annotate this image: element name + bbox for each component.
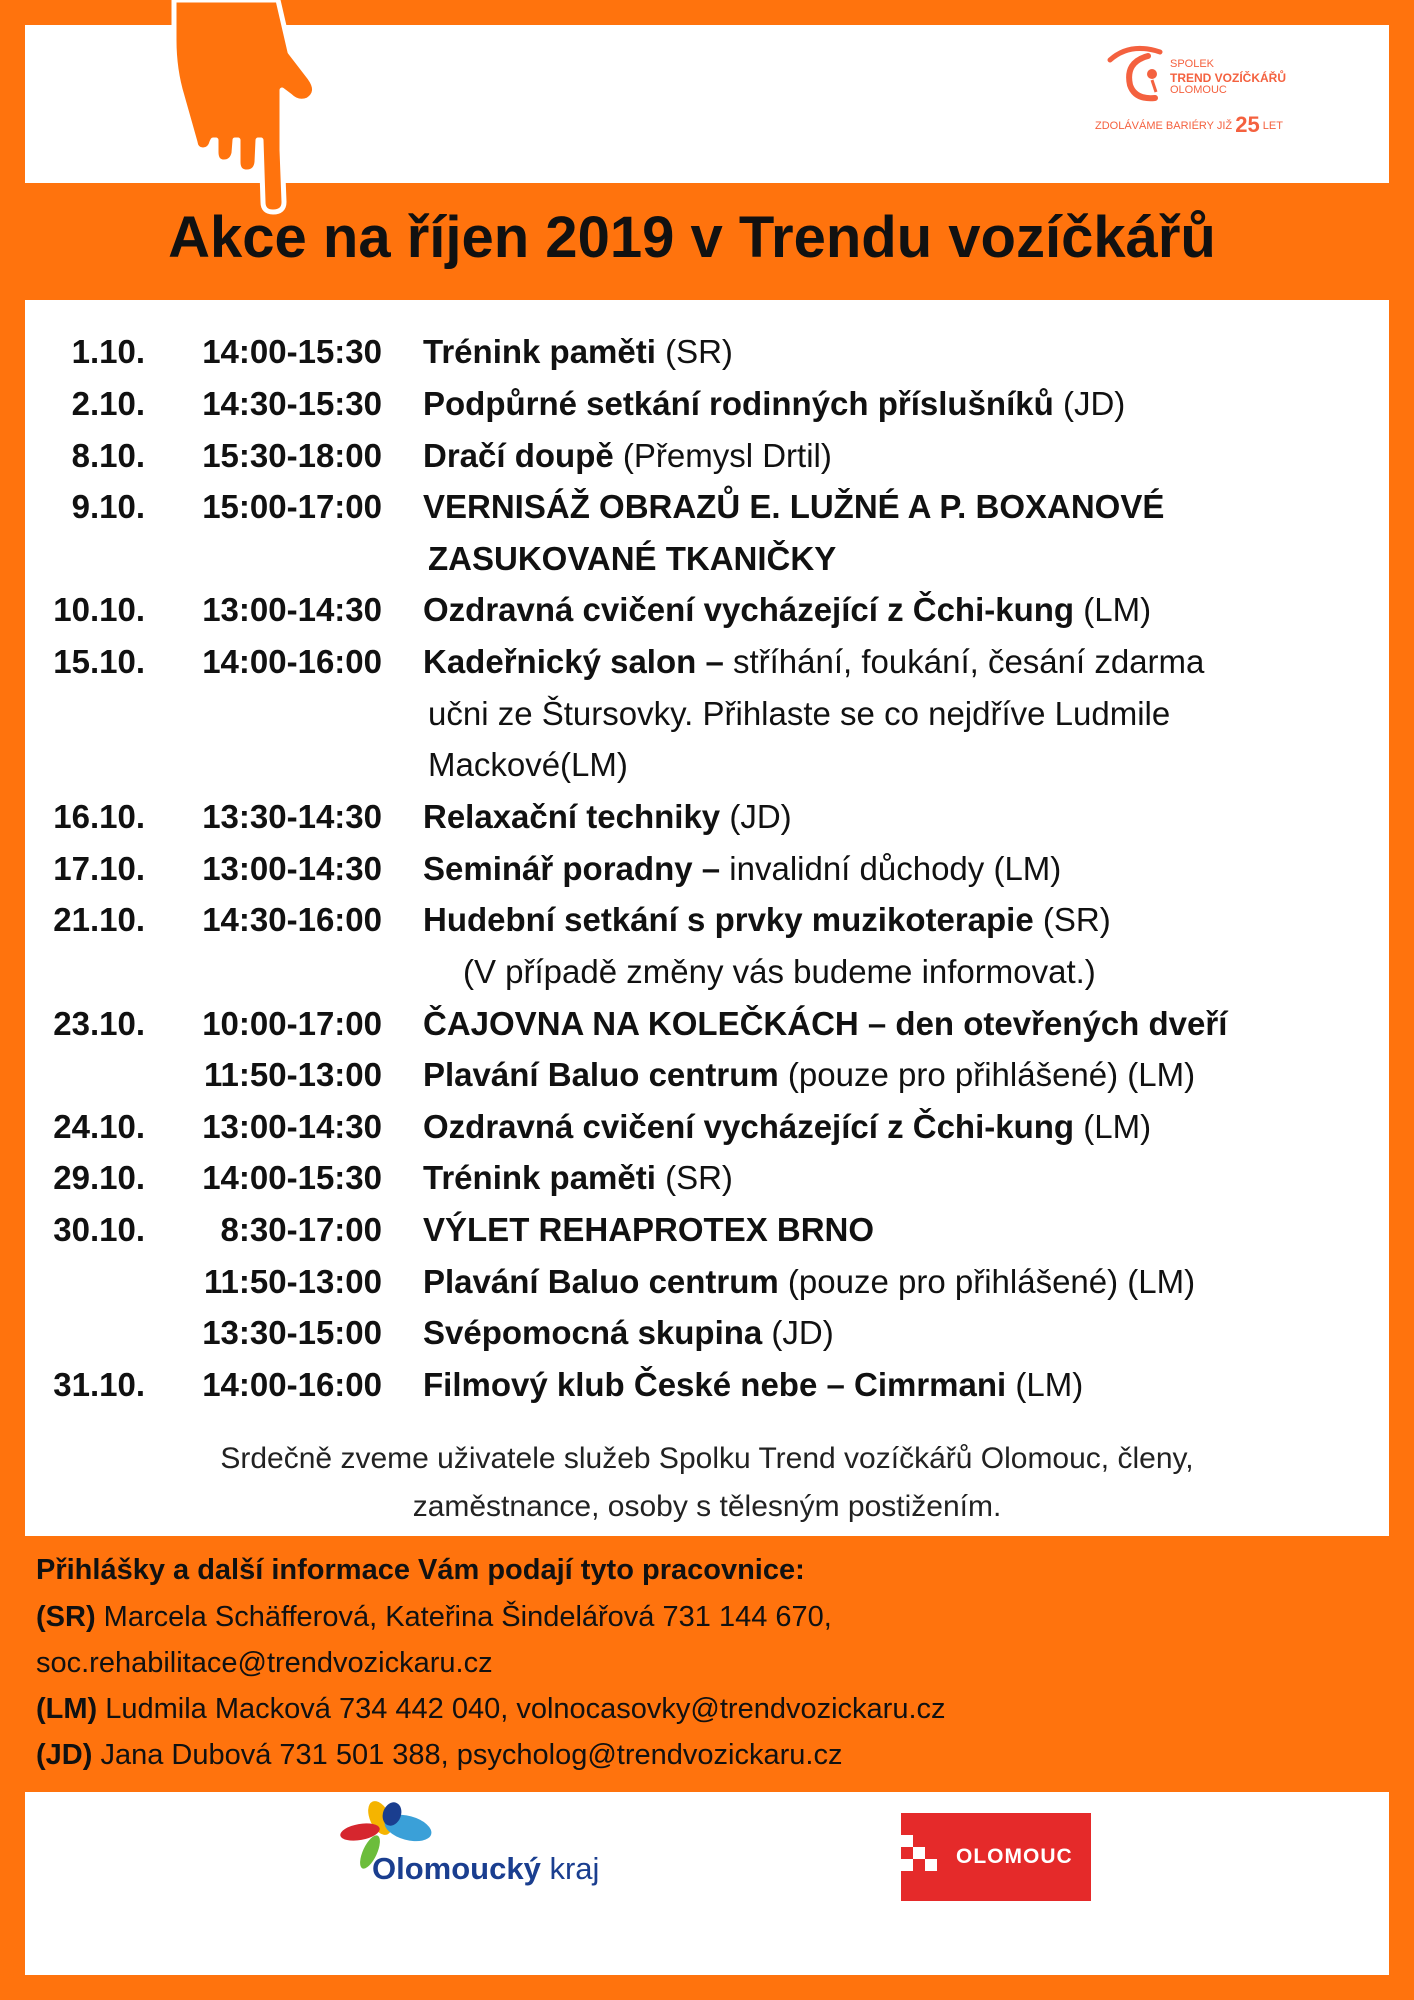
event-row [0,590,1414,630]
logo-line-olomouc: OLOMOUC [1170,84,1227,96]
contact-tag: (JD) [36,1739,93,1771]
logo-tagline [1095,112,1283,138]
event-name: Trénink paměti [423,1159,656,1196]
event-time: 15:00-17:00 [202,488,382,525]
logo-line-spolek: SPOLEK [1170,58,1215,70]
event-text [423,384,1125,424]
olomoucky-kraj-logo-text [372,1851,599,1887]
event-note: (SR) [655,1159,733,1196]
contact-text: Marcela Schäfferová, Kateřina Šindelářová 731 144 670, [95,1601,832,1633]
olomouc-logo-text: OLOMOUC [956,1845,1073,1868]
event-row [0,1158,1414,1198]
event-name: Seminář poradny – [423,850,721,887]
invitation-text [25,1435,1389,1531]
event-note: (pouze pro přihlášené) (LM) [778,1056,1196,1093]
event-row [0,900,1414,940]
event-row [0,1262,1414,1302]
event-text [423,436,832,476]
event-continuation: Mackové(LM) [428,746,628,783]
event-name: ČAJOVNA NA KOLEČKÁCH – den otevřených dveří [423,1005,1228,1042]
logo-line-trend: TREND VOZÍČKÁŘŮ [1170,71,1286,85]
event-date: 31.10. [53,1366,145,1403]
event-date: 17.10. [53,850,145,887]
event-name: Dračí doupě [423,437,614,474]
contact-tag: (LM) [36,1693,98,1725]
event-time: 13:00-14:30 [202,1108,382,1145]
invitation-line: Srdečně zveme uživatele služeb Spolku Trend vozíčkářů Olomouc, členy, [220,1442,1194,1475]
event-row [0,849,1414,889]
contact-text: Ludmila Macková 734 442 040, volnocasovky@trendvozickaru.cz [97,1693,946,1725]
event-date: 29.10. [53,1159,145,1196]
event-text [423,642,1204,682]
event-date: 8.10. [71,437,145,474]
event-time: 11:50-13:00 [204,1056,382,1093]
kraj-name-bold: Olomoucký [372,1851,541,1886]
event-text [423,900,1111,940]
event-row [0,797,1414,837]
event-time: 11:50-13:00 [204,1263,382,1300]
event-time: 14:00-15:30 [202,1159,382,1196]
event-text [423,1262,1195,1302]
event-date: 23.10. [53,1005,145,1042]
contacts-heading: Přihlášky a další informace Vám podají tyto pracovnice: [36,1554,805,1586]
event-note: (LM) [1074,1108,1152,1145]
event-time: 13:30-14:30 [202,798,382,835]
event-date: 15.10. [53,643,145,680]
event-name: Ozdravná cvičení vycházející z Čchi-kung [423,1108,1075,1145]
event-time: 13:30-15:00 [202,1314,382,1351]
event-note: (SR) [1033,901,1111,938]
event-time: 13:00-14:30 [202,850,382,887]
event-name: Relaxační techniky [423,798,721,835]
event-row [0,642,1414,682]
event-note: (JD) [1053,385,1126,422]
event-row [0,1055,1414,1095]
event-time: 14:00-16:00 [202,643,382,680]
event-text [423,1210,874,1250]
contact-jd [36,1738,842,1772]
event-name: Filmový klub České nebe – Cimrmani [423,1366,1007,1403]
contact-lm [36,1692,946,1726]
event-date: 2.10. [71,385,145,422]
sponsor-panel [25,1792,1389,1975]
event-time: 14:00-16:00 [202,1366,382,1403]
event-row [0,1004,1414,1044]
event-row [0,1107,1414,1147]
olomouc-checker-icon [901,1813,941,1901]
event-time: 14:30-16:00 [202,901,382,938]
contact-sr [36,1600,832,1634]
event-note: (Přemysl Drtil) [613,437,832,474]
event-note: (LM) [1006,1366,1084,1403]
event-continuation: učni ze Štursovky. Přihlaste se co nejdříve Ludmile [428,695,1171,732]
event-text [423,849,1061,889]
event-time: 14:00-15:30 [202,333,382,370]
event-name: Ozdravná cvičení vycházející z Čchi-kung [423,591,1075,628]
event-note: (JD) [720,798,792,835]
event-text [423,1107,1151,1147]
event-name: Svépomocná skupina [423,1314,763,1351]
contact-tag: (SR) [36,1601,96,1633]
event-date: 1.10. [71,333,145,370]
event-text [423,487,1164,527]
event-text [423,797,792,837]
page-title: Akce na říjen 2019 v Trendu vozíčkářů [168,205,1216,270]
event-time: 8:30-17:00 [220,1211,382,1248]
logo-tagline-unit: LET [1262,120,1283,132]
event-text [423,332,733,372]
event-row [0,436,1414,476]
event-note: (JD) [762,1314,834,1351]
event-continuation: ZASUKOVANÉ TKANIČKY [428,540,837,577]
event-time: 15:30-18:00 [202,437,382,474]
event-row [0,1313,1414,1353]
event-note: (SR) [655,333,733,370]
event-name: Plavání Baluo centrum [423,1263,779,1300]
event-name: VERNISÁŽ OBRAZŮ E. LUŽNÉ A P. BOXANOVÉ [423,488,1165,525]
event-note: stříhání, foukání, česání zdarma [723,643,1205,680]
event-text [423,1158,733,1198]
contact-sr-email: soc.rehabilitace@trendvozickaru.cz [36,1647,493,1679]
event-row [0,1210,1414,1250]
event-row [0,384,1414,424]
invitation-line: zaměstnance, osoby s tělesným postižením. [412,1490,1002,1523]
event-date: 10.10. [53,591,145,628]
event-date: 24.10. [53,1108,145,1145]
event-note: (LM) [1074,591,1152,628]
event-time: 13:00-14:30 [202,591,382,628]
event-text [423,590,1151,630]
event-name: Hudební setkání s prvky muzikoterapie [423,901,1034,938]
event-text [423,1004,1227,1044]
event-name: Kadeřnický salon – [423,643,724,680]
event-continuation: (V případě změny vás budeme informovat.) [463,953,1096,990]
contact-text: Jana Dubová 731 501 388, psycholog@trendvozickaru.cz [92,1739,843,1771]
event-name: Trénink paměti [423,333,656,370]
event-date: 9.10. [71,488,145,525]
event-note: (pouze pro přihlášené) (LM) [778,1263,1196,1300]
event-row [0,1365,1414,1405]
event-date: 16.10. [53,798,145,835]
event-text [423,1365,1083,1405]
event-name: Podpůrné setkání rodinných příslušníků [423,385,1054,422]
event-date: 21.10. [53,901,145,938]
event-text [423,1313,834,1353]
event-note: invalidní důchody (LM) [720,850,1062,887]
event-text [423,1055,1195,1095]
event-name: Plavání Baluo centrum [423,1056,779,1093]
kraj-name-rest: kraj [540,1851,600,1886]
logo-tagline-text: ZDOLÁVÁME BARIÉRY JIŽ [1095,120,1233,132]
pointing-hand-icon [160,0,330,215]
event-row [0,332,1414,372]
logo-tagline-number: 25 [1235,112,1260,137]
event-date: 30.10. [53,1211,145,1248]
event-time: 10:00-17:00 [202,1005,382,1042]
event-time: 14:30-15:30 [202,385,382,422]
event-row [0,487,1414,527]
event-name: VÝLET REHAPROTEX BRNO [423,1211,875,1248]
